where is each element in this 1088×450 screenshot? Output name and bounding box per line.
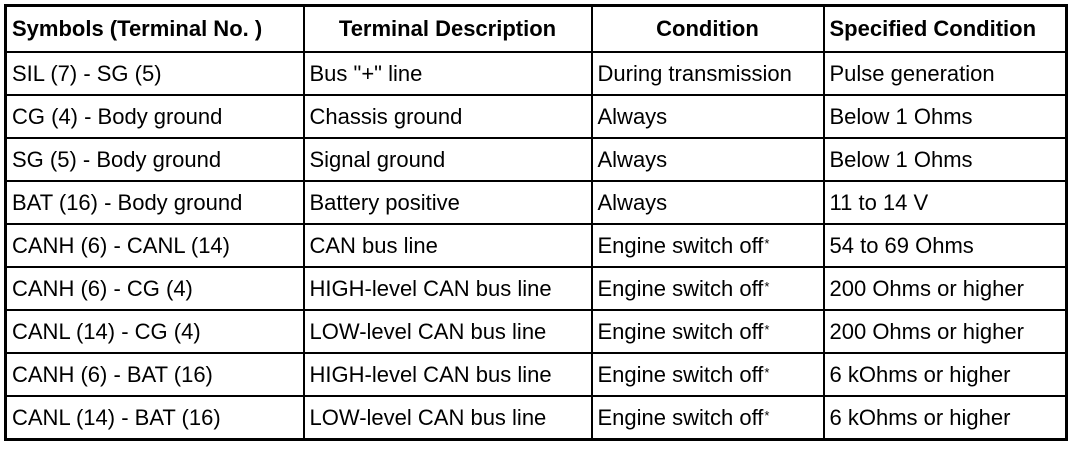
cell-condition-text: Engine switch off xyxy=(597,404,764,430)
cell-specified-condition xyxy=(824,353,1067,396)
cell-symbols xyxy=(6,138,304,181)
cell-specified-condition-text: 200 Ohms or higher xyxy=(829,318,1024,344)
cell-description xyxy=(304,267,592,310)
cell-description-text: Chassis ground xyxy=(309,103,463,129)
cell-description-text: Signal ground xyxy=(309,146,446,172)
table-row xyxy=(6,138,1067,181)
cell-specified-condition xyxy=(824,52,1067,95)
cell-condition xyxy=(592,310,824,353)
cell-specified-condition-text: 6 kOhms or higher xyxy=(829,404,1011,430)
cell-specified-condition xyxy=(824,310,1067,353)
header-symbols: Symbols (Terminal No. ) xyxy=(6,6,304,53)
cell-condition xyxy=(592,396,824,440)
cell-symbols xyxy=(6,181,304,224)
table-row xyxy=(6,310,1067,353)
cell-condition xyxy=(592,224,824,267)
cell-specified-condition-text: Below 1 Ohms xyxy=(829,146,973,172)
cell-condition xyxy=(592,138,824,181)
cell-specified-condition xyxy=(824,181,1067,224)
cell-specified-condition xyxy=(824,396,1067,440)
cell-description xyxy=(304,181,592,224)
cell-description xyxy=(304,138,592,181)
condition-footnote-mark: * xyxy=(764,235,770,251)
cell-description-text: CAN bus line xyxy=(309,232,438,258)
table-row xyxy=(6,52,1067,95)
cell-specified-condition-text: Pulse generation xyxy=(829,60,995,86)
cell-description xyxy=(304,353,592,396)
condition-footnote-mark: * xyxy=(764,364,770,380)
cell-specified-condition xyxy=(824,267,1067,310)
condition-footnote-mark: * xyxy=(764,407,770,423)
cell-specified-condition xyxy=(824,138,1067,181)
table-row xyxy=(6,267,1067,310)
cell-specified-condition xyxy=(824,224,1067,267)
cell-symbols-text: CANL (14) - BAT (16) xyxy=(12,404,221,430)
table-row xyxy=(6,224,1067,267)
terminal-specification-table xyxy=(4,4,1068,441)
header-condition: Condition xyxy=(592,6,824,53)
cell-condition xyxy=(592,267,824,310)
cell-description-text: LOW-level CAN bus line xyxy=(309,318,547,344)
cell-symbols-text: CG (4) - Body ground xyxy=(12,103,223,129)
cell-symbols xyxy=(6,267,304,310)
cell-condition-text: During transmission xyxy=(597,60,792,86)
cell-symbols xyxy=(6,224,304,267)
cell-description xyxy=(304,224,592,267)
cell-description xyxy=(304,52,592,95)
table-header-row xyxy=(6,6,1067,53)
cell-specified-condition-text: 54 to 69 Ohms xyxy=(829,232,974,258)
condition-footnote-mark: * xyxy=(764,321,770,337)
cell-description-text: LOW-level CAN bus line xyxy=(309,404,547,430)
cell-symbols xyxy=(6,52,304,95)
cell-symbols xyxy=(6,396,304,440)
terminal-table-container xyxy=(4,4,1065,441)
cell-condition-text: Always xyxy=(597,189,668,215)
table-row xyxy=(6,396,1067,440)
cell-specified-condition-text: 11 to 14 V xyxy=(829,189,929,215)
cell-condition xyxy=(592,52,824,95)
cell-condition-text: Always xyxy=(597,103,668,129)
table-row xyxy=(6,353,1067,396)
cell-condition xyxy=(592,353,824,396)
cell-condition xyxy=(592,95,824,138)
condition-footnote-mark: * xyxy=(764,278,770,294)
cell-condition-text: Engine switch off xyxy=(597,318,764,344)
cell-symbols-text: SIL (7) - SG (5) xyxy=(12,60,162,86)
cell-symbols-text: CANL (14) - CG (4) xyxy=(12,318,201,344)
cell-specified-condition-text: 6 kOhms or higher xyxy=(829,361,1011,387)
cell-condition-text: Always xyxy=(597,146,668,172)
cell-description xyxy=(304,95,592,138)
cell-description xyxy=(304,310,592,353)
cell-symbols xyxy=(6,95,304,138)
cell-specified-condition xyxy=(824,95,1067,138)
table-row xyxy=(6,181,1067,224)
cell-condition-text: Engine switch off xyxy=(597,275,764,301)
cell-condition-text: Engine switch off xyxy=(597,361,764,387)
cell-description-text: Battery positive xyxy=(309,189,460,215)
cell-symbols-text: CANH (6) - CANL (14) xyxy=(12,232,230,258)
cell-description-text: HIGH-level CAN bus line xyxy=(309,275,552,301)
table-row xyxy=(6,95,1067,138)
header-specified-condition: Specified Condition xyxy=(824,6,1067,53)
table-body xyxy=(6,52,1067,440)
cell-symbols xyxy=(6,353,304,396)
cell-condition xyxy=(592,181,824,224)
cell-specified-condition-text: 200 Ohms or higher xyxy=(829,275,1024,301)
cell-symbols xyxy=(6,310,304,353)
cell-description-text: HIGH-level CAN bus line xyxy=(309,361,552,387)
header-terminal-description: Terminal Description xyxy=(304,6,592,53)
cell-description-text: Bus "+" line xyxy=(309,60,423,86)
cell-symbols-text: CANH (6) - CG (4) xyxy=(12,275,193,301)
cell-description xyxy=(304,396,592,440)
cell-condition-text: Engine switch off xyxy=(597,232,764,258)
cell-symbols-text: BAT (16) - Body ground xyxy=(12,189,243,215)
cell-specified-condition-text: Below 1 Ohms xyxy=(829,103,973,129)
cell-symbols-text: CANH (6) - BAT (16) xyxy=(12,361,213,387)
cell-symbols-text: SG (5) - Body ground xyxy=(12,146,222,172)
